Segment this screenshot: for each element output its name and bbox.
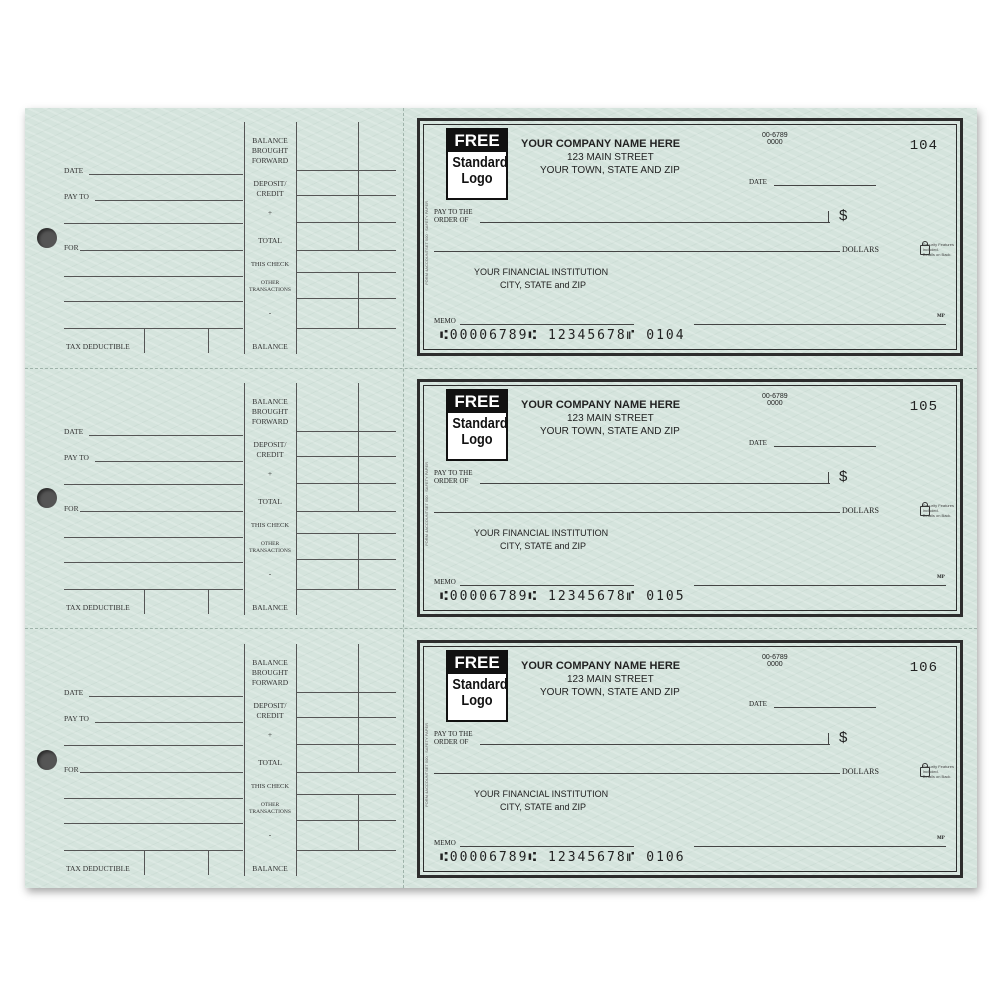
stub-subtotal-line[interactable] (296, 222, 396, 223)
stub-balance-forward-label: BALANCE BROUGHT FORWARD (251, 397, 289, 426)
stub-date-label: DATE (64, 166, 84, 175)
logo-logo-text: Logo (461, 170, 493, 187)
stub-pay-to-label: PAY TO (64, 714, 89, 723)
stub-for-line-2[interactable] (64, 537, 243, 538)
form-vertical-text: FORM 4ACCOUNTSET 500 · SAFETY PAPER (424, 462, 429, 546)
check-number: 104 (909, 138, 938, 154)
dollar-sign: $ (839, 207, 848, 224)
stub-deposit-line[interactable] (296, 195, 396, 196)
form-vertical-text: FORM 4ACCOUNTSET 500 · SAFETY PAPER (424, 723, 429, 807)
stub-balance-forward-line[interactable] (296, 431, 396, 432)
stub-pay-to-label: PAY TO (64, 192, 89, 201)
stub-tax-line (64, 589, 243, 590)
stub-pay-to-line-2[interactable] (64, 223, 243, 224)
stub-column-divider (244, 644, 245, 876)
stub-other-transactions-label: OTHER TRANSACTIONS (249, 541, 291, 554)
signature-line[interactable] (694, 846, 946, 847)
amount-words-line[interactable] (434, 512, 840, 513)
stub-pay-to-line[interactable] (95, 722, 243, 723)
stub-this-check-line[interactable] (296, 794, 396, 795)
routing-fraction (762, 132, 788, 146)
check-stub (25, 630, 403, 890)
stub-divider (208, 850, 209, 875)
stub-for-line[interactable] (80, 511, 243, 512)
stub-tax-line (64, 328, 243, 329)
stub-total-line[interactable] (296, 772, 396, 773)
check-date-label: DATE (749, 178, 767, 186)
stub-plus-sign: + (267, 208, 273, 217)
routing-bottom: 0000 (767, 400, 783, 407)
payee-line[interactable] (480, 222, 830, 223)
logo-logo-text: Logo (461, 431, 493, 448)
stub-other-transactions-line[interactable] (296, 559, 396, 560)
check (417, 379, 963, 617)
stub-for-line-3[interactable] (64, 562, 243, 563)
stub-for-line-2[interactable] (64, 798, 243, 799)
stub-pay-to-line-2[interactable] (64, 484, 243, 485)
routing-bottom: 0000 (767, 661, 783, 668)
check-row (25, 630, 977, 890)
stub-date-label: DATE (64, 427, 84, 436)
check-date-line[interactable] (774, 185, 876, 186)
stub-divider (144, 328, 145, 353)
stub-subtotal-line[interactable] (296, 744, 396, 745)
stub-balance-label: BALANCE (252, 342, 288, 351)
stub-date-line[interactable] (89, 696, 243, 697)
stub-deposit-label: DEPOSIT/ CREDIT (253, 179, 287, 198)
stub-other-transactions-label: OTHER TRANSACTIONS (249, 280, 291, 293)
company-name: YOUR COMPANY NAME HERE (521, 138, 681, 150)
stub-this-check-label: THIS CHECK (250, 783, 290, 790)
mp-label: MP (937, 836, 945, 841)
bank-city: CITY, STATE and ZIP (500, 280, 587, 290)
stub-pay-to-line-2[interactable] (64, 745, 243, 746)
memo-label: MEMO (434, 317, 456, 325)
stub-tax-deductible-label: TAX DEDUCTIBLE (66, 342, 130, 351)
stub-balance-forward-label: BALANCE BROUGHT FORWARD (251, 658, 289, 687)
stub-minus-sign: - (268, 830, 272, 839)
stub-deposit-label: DEPOSIT/ CREDIT (253, 701, 287, 720)
stub-divider (144, 589, 145, 614)
stub-balance-forward-label: BALANCE BROUGHT FORWARD (251, 136, 289, 165)
logo-standard-text: Standard (452, 415, 508, 432)
payee-line[interactable] (480, 744, 830, 745)
payee-line-end (828, 211, 829, 222)
stub-column-divider (244, 122, 245, 354)
amount-words-line[interactable] (434, 773, 840, 774)
stub-this-check-label: THIS CHECK (250, 261, 290, 268)
stub-date-label: DATE (64, 688, 84, 697)
company-name: YOUR COMPANY NAME HERE (521, 399, 681, 411)
routing-top: 00-6789 (762, 132, 788, 139)
stub-for-label: FOR (64, 765, 79, 774)
company-logo (446, 389, 508, 461)
stub-divider (208, 589, 209, 614)
stub-for-line-2[interactable] (64, 276, 243, 277)
stub-balance-line[interactable] (296, 328, 396, 329)
logo-logo-text: Logo (461, 692, 493, 709)
stub-cents-divider (358, 273, 359, 328)
stub-this-check-line[interactable] (296, 272, 396, 273)
pay-to-order-label: PAY TO THE ORDER OF (434, 469, 473, 485)
memo-line[interactable] (460, 585, 634, 586)
check-date-line[interactable] (774, 707, 876, 708)
company-street: 123 MAIN STREET (567, 152, 654, 163)
stub-balance-line[interactable] (296, 850, 396, 851)
stub-column-divider (296, 122, 297, 354)
company-city: YOUR TOWN, STATE AND ZIP (540, 165, 680, 176)
check-date-label: DATE (749, 700, 767, 708)
pay-to-order-label: PAY TO THE ORDER OF (434, 730, 473, 746)
stub-date-line[interactable] (89, 174, 243, 175)
logo-free-text: FREE (448, 391, 506, 413)
stub-divider (208, 328, 209, 353)
stub-cents-divider (358, 534, 359, 589)
stub-balance-forward-line[interactable] (296, 170, 396, 171)
stub-for-line-3[interactable] (64, 823, 243, 824)
stub-tax-line (64, 850, 243, 851)
stub-for-line[interactable] (80, 250, 243, 251)
stub-divider (144, 850, 145, 875)
stub-tax-deductible-label: TAX DEDUCTIBLE (66, 603, 130, 612)
stub-column-divider (296, 644, 297, 876)
stub-deposit-line[interactable] (296, 456, 396, 457)
check-row (25, 108, 977, 368)
stub-balance-forward-line[interactable] (296, 692, 396, 693)
logo-free-text: FREE (448, 130, 506, 152)
memo-line[interactable] (460, 324, 634, 325)
company-logo (446, 128, 508, 200)
bank-name: YOUR FINANCIAL INSTITUTION (474, 789, 609, 799)
stub-deposit-line[interactable] (296, 717, 396, 718)
memo-label: MEMO (434, 578, 456, 586)
bank-city: CITY, STATE and ZIP (500, 541, 587, 551)
micr-line: ⑆00006789⑆ 12345678⑈ 0104 (440, 328, 686, 343)
company-name: YOUR COMPANY NAME HERE (521, 660, 681, 672)
check-number: 106 (909, 660, 938, 676)
stub-balance-label: BALANCE (252, 603, 288, 612)
stub-total-label: TOTAL (258, 758, 282, 767)
security-features-note: Security Features Included. Details on Back. (922, 764, 954, 779)
stub-total-line[interactable] (296, 511, 396, 512)
bank-city: CITY, STATE and ZIP (500, 802, 587, 812)
signature-line[interactable] (694, 324, 946, 325)
stub-tax-deductible-label: TAX DEDUCTIBLE (66, 864, 130, 873)
stub-balance-label: BALANCE (252, 864, 288, 873)
stub-plus-sign: + (267, 730, 273, 739)
form-vertical-text: FORM 4ACCOUNTSET 500 · SAFETY PAPER (424, 201, 429, 285)
stub-this-check-label: THIS CHECK (250, 522, 290, 529)
stub-balance-line[interactable] (296, 589, 396, 590)
stub-cents-divider (358, 795, 359, 850)
bank-name: YOUR FINANCIAL INSTITUTION (474, 528, 609, 538)
logo-standard-text: Standard (452, 676, 508, 693)
micr-line: ⑆00006789⑆ 12345678⑈ 0105 (440, 589, 686, 604)
stub-this-check-line[interactable] (296, 533, 396, 534)
stub-for-line-3[interactable] (64, 301, 243, 302)
check-sheet (25, 108, 977, 888)
logo-free-text: FREE (448, 652, 506, 674)
stub-cents-divider (358, 383, 359, 511)
check-date-label: DATE (749, 439, 767, 447)
stub-total-label: TOTAL (258, 497, 282, 506)
security-features-note: Security Features Included. Details on Back. (922, 242, 954, 257)
stub-cents-divider (358, 122, 359, 250)
mp-label: MP (937, 575, 945, 580)
stub-date-line[interactable] (89, 435, 243, 436)
company-city: YOUR TOWN, STATE AND ZIP (540, 426, 680, 437)
check (417, 640, 963, 878)
payee-line-end (828, 472, 829, 483)
pay-to-order-label: PAY TO THE ORDER OF (434, 208, 473, 224)
stub-for-label: FOR (64, 243, 79, 252)
stub-total-label: TOTAL (258, 236, 282, 245)
stub-minus-sign: - (268, 569, 272, 578)
dollar-sign: $ (839, 468, 848, 485)
company-logo (446, 650, 508, 722)
dollars-label: DOLLARS (842, 245, 879, 254)
dollars-label: DOLLARS (842, 506, 879, 515)
security-features-note: Security Features Included. Details on Back. (922, 503, 954, 518)
stub-other-transactions-line[interactable] (296, 298, 396, 299)
amount-words-line[interactable] (434, 251, 840, 252)
check-number: 105 (909, 399, 938, 415)
payee-line-end (828, 733, 829, 744)
routing-top: 00-6789 (762, 654, 788, 661)
logo-standard-text: Standard (452, 154, 508, 171)
stub-column-divider (296, 383, 297, 615)
dollars-label: DOLLARS (842, 767, 879, 776)
stub-deposit-label: DEPOSIT/ CREDIT (253, 440, 287, 459)
routing-fraction (762, 393, 788, 407)
routing-fraction (762, 654, 788, 668)
check-stub (25, 108, 403, 368)
routing-top: 00-6789 (762, 393, 788, 400)
stub-for-line[interactable] (80, 772, 243, 773)
check-stub (25, 369, 403, 629)
stub-column-divider (244, 383, 245, 615)
stub-minus-sign: - (268, 308, 272, 317)
dollar-sign: $ (839, 729, 848, 746)
bank-name: YOUR FINANCIAL INSTITUTION (474, 267, 609, 277)
routing-bottom: 0000 (767, 139, 783, 146)
stub-total-line[interactable] (296, 250, 396, 251)
check (417, 118, 963, 356)
stub-cents-divider (358, 644, 359, 772)
mp-label: MP (937, 314, 945, 319)
stub-other-transactions-label: OTHER TRANSACTIONS (249, 802, 291, 815)
company-street: 123 MAIN STREET (567, 674, 654, 685)
stub-pay-to-line[interactable] (95, 200, 243, 201)
memo-line[interactable] (460, 846, 634, 847)
stub-subtotal-line[interactable] (296, 483, 396, 484)
stub-other-transactions-line[interactable] (296, 820, 396, 821)
micr-line: ⑆00006789⑆ 12345678⑈ 0106 (440, 850, 686, 865)
check-date-line[interactable] (774, 446, 876, 447)
payee-line[interactable] (480, 483, 830, 484)
memo-label: MEMO (434, 839, 456, 847)
stub-plus-sign: + (267, 469, 273, 478)
stub-pay-to-label: PAY TO (64, 453, 89, 462)
stub-for-label: FOR (64, 504, 79, 513)
signature-line[interactable] (694, 585, 946, 586)
company-street: 123 MAIN STREET (567, 413, 654, 424)
stub-pay-to-line[interactable] (95, 461, 243, 462)
company-city: YOUR TOWN, STATE AND ZIP (540, 687, 680, 698)
check-row (25, 369, 977, 629)
